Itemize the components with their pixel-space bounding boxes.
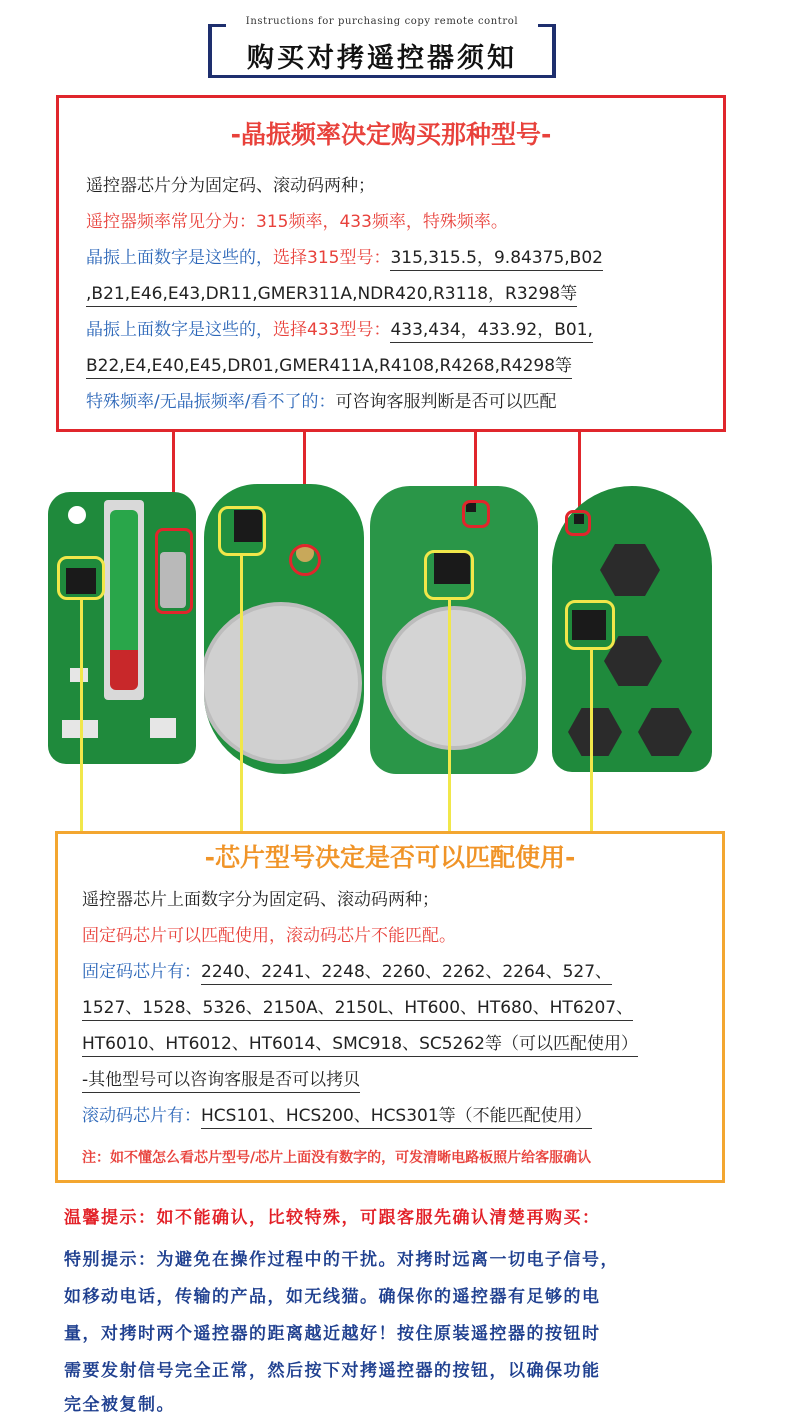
crystal-line-4: [86, 282, 577, 306]
crystal-connector-line: [578, 432, 581, 512]
crystal-315-values-cont: ,B21,E46,E43,DR11,GMER311A,NDR420,R3118，R3298等: [86, 284, 577, 307]
fixed-code-values-cont: 1527、1528、5326、2150A、2150L、HT600、HT680、HT6207、: [82, 998, 633, 1021]
button-pad: [600, 544, 660, 596]
mounting-hole: [68, 506, 86, 524]
fixed-code-values-cont: HT6010、HT6012、HT6014、SMC918、SC5262等（可以匹配使用）: [82, 1034, 638, 1057]
crystal-highlight: [565, 510, 591, 536]
crystal-line-7-text: 可咨询客服判断是否可以匹配: [335, 392, 557, 412]
crystal-line-5-pick: 选择433型号：: [273, 320, 391, 340]
other-models-note: -其他型号可以咨询客服是否可以拷贝: [82, 1070, 360, 1093]
crystal-line-6: [86, 354, 572, 378]
crystal-section-title: -晶振频率决定购买那种型号-: [230, 120, 552, 149]
chip-highlight: [565, 600, 615, 650]
chip-line-5: [82, 1032, 638, 1056]
special-tip-line: 完全被复制。: [64, 1395, 175, 1415]
chip-line-4: [82, 996, 633, 1020]
chip-highlight: [218, 506, 266, 556]
coin-battery: [382, 606, 526, 750]
special-tip-line: 量，对拷时两个遥控器的距离越近越好！按住原装遥控器的按钮时: [64, 1324, 601, 1344]
chip-line-3: [82, 960, 612, 984]
crystal-433-values: 433,434，433.92，B01,: [390, 320, 592, 343]
chip-note: 注：如不懂怎么看芯片型号/芯片上面没有数字的，可发清晰电路板照片给客服确认: [82, 1150, 592, 1166]
chip-connector-line: [240, 556, 243, 831]
crystal-highlight: [289, 544, 321, 576]
chip-connector-line: [590, 650, 593, 831]
crystal-line-7: [86, 390, 556, 414]
special-tip-line: 特别提示：为避免在操作过程中的干扰。对拷时远离一切电子信号，: [64, 1250, 619, 1270]
warm-tip: 温馨提示：如不能确认，比较特殊，可跟客服先确认清楚再购买：: [64, 1208, 601, 1228]
chip-line-2: 固定码芯片可以匹配使用，滚动码芯片不能匹配。: [82, 926, 456, 946]
coin-battery: [204, 602, 362, 764]
crystal-line-5-label: 晶振上面数字是这些的，: [86, 320, 273, 340]
crystal-line-3: [86, 246, 603, 270]
crystal-315-values: 315,315.5，9.84375,B02: [390, 248, 603, 271]
chip-highlight: [57, 556, 105, 600]
rolling-code-values: HCS101、HCS200、HCS301等（不能匹配使用）: [201, 1106, 592, 1129]
crystal-line-3-pick: 选择315型号：: [273, 248, 391, 268]
chip-line-7-label: 滚动码芯片有：: [82, 1106, 201, 1126]
component: [150, 718, 176, 738]
crystal-line-5: [86, 318, 593, 342]
crystal-line-7-label: 特殊频率/无晶振频率/看不了的：: [86, 392, 336, 412]
crystal-highlight: [462, 500, 490, 528]
crystal-433-values-cont: B22,E4,E40,E45,DR01,GMER411A,R4108,R4268,R4298等: [86, 356, 572, 379]
fixed-code-values: 2240、2241、2248、2260、2262、2264、527、: [201, 962, 612, 985]
chip-line-7: [82, 1104, 592, 1128]
chip-section-title: -芯片型号决定是否可以匹配使用-: [204, 843, 576, 872]
pcb-board-3: [370, 486, 538, 774]
chip-highlight: [424, 550, 474, 600]
chip-connector-line: [448, 600, 451, 831]
component: [70, 668, 88, 682]
header-frame: [208, 75, 556, 78]
special-tip-line: 需要发射信号完全正常，然后按下对拷遥控器的按钮，以确保功能: [64, 1361, 601, 1381]
crystal-highlight: [155, 528, 193, 614]
chip-line-6: [82, 1068, 360, 1092]
header-subtitle: Instructions for purchasing copy remote control: [245, 16, 519, 27]
chip-line-3-label: 固定码芯片有：: [82, 962, 201, 982]
button-pad: [568, 708, 622, 756]
special-tip-line: 如移动电话，传输的产品，如无线猫。确保你的遥控器有足够的电: [64, 1287, 601, 1307]
battery: [104, 500, 144, 700]
page-header: [208, 16, 556, 78]
crystal-line-1: 遥控器芯片分为固定码、滚动码两种；: [86, 176, 375, 196]
crystal-line-2: 遥控器频率常见分为：315频率，433频率，特殊频率。: [86, 212, 508, 232]
button-pad: [638, 708, 692, 756]
crystal-line-3-label: 晶振上面数字是这些的，: [86, 248, 273, 268]
page-title: 购买对拷遥控器须知: [247, 43, 517, 74]
chip-line-1: 遥控器芯片上面数字分为固定码、滚动码两种；: [82, 890, 439, 910]
chip-connector-line: [80, 600, 83, 831]
